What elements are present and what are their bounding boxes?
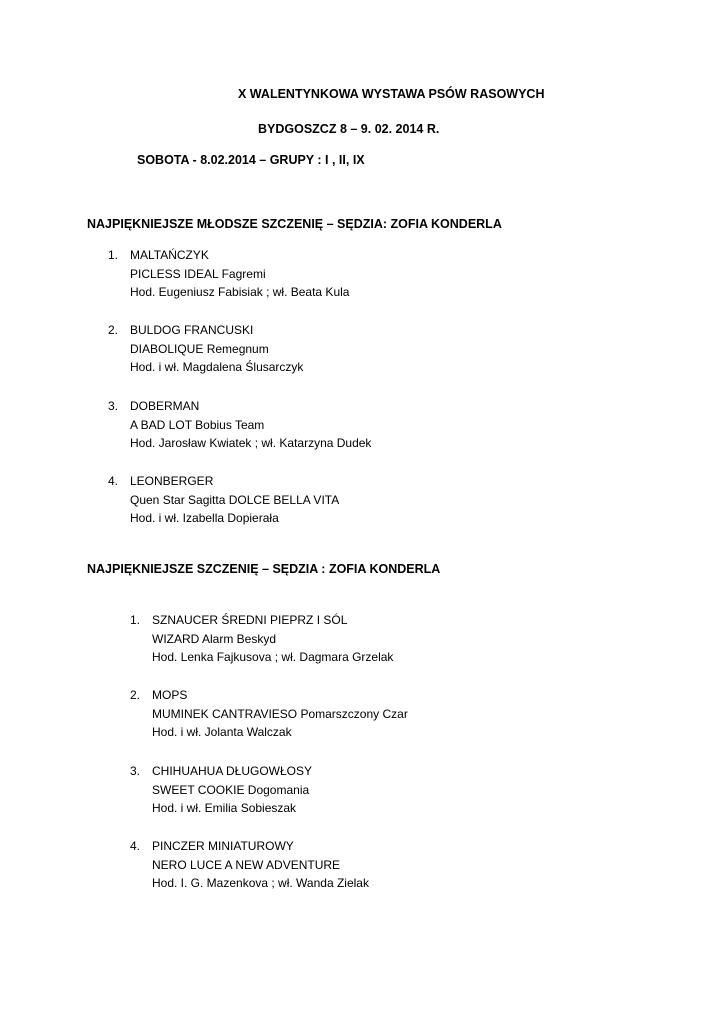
breeder-owner: Hod. Lenka Fajkusova ; wł. Dagmara Grzelak: [152, 650, 394, 664]
dog-name: NERO LUCE A NEW ADVENTURE: [152, 857, 341, 872]
list-item: [108, 397, 372, 453]
breed-name: DOBERMAN: [130, 399, 200, 413]
breeder-owner: Hod. i wł. Emilia Sobieszak: [152, 801, 297, 815]
event-day-groups: SOBOTA - 8.02.2014 – GRUPY : I , II, IX: [137, 153, 365, 167]
list-item: [130, 686, 408, 742]
document-title: X WALENTYNKOWA WYSTAWA PSÓW RASOWYCH: [238, 87, 545, 101]
breed-name: CHIHUAHUA DŁUGOWŁOSY: [152, 764, 313, 778]
list-item-number: 2.: [130, 688, 141, 702]
breeder-owner: Hod. Jarosław Kwiatek ; wł. Katarzyna Dudek: [130, 436, 372, 450]
list-item: [130, 837, 369, 893]
dog-name: PICLESS IDEAL Fagremi: [130, 266, 266, 281]
breed-name: MOPS: [152, 688, 188, 702]
list-item-number: 2.: [108, 323, 119, 337]
dog-name: Quen Star Sagitta DOLCE BELLA VITA: [130, 492, 340, 507]
list-item-number: 1.: [130, 613, 141, 627]
section-heading-puppy: NAJPIĘKNIEJSZE SZCZENIĘ – SĘDZIA : ZOFIA KONDERLA: [87, 562, 441, 576]
breeder-owner: Hod. I. G. Mazenkova ; wł. Wanda Zielak: [152, 876, 369, 890]
event-location-date: BYDGOSZCZ 8 – 9. 02. 2014 R.: [258, 122, 440, 136]
list-item: [130, 762, 313, 818]
list-item: [130, 611, 394, 667]
breed-name: LEONBERGER: [130, 474, 214, 488]
breeder-owner: Hod. i wł. Izabella Dopierała: [130, 511, 279, 525]
dog-name: DIABOLIQUE Remegnum: [130, 341, 269, 356]
list-item-number: 3.: [130, 764, 141, 778]
breed-name: PINCZER MINIATUROWY: [152, 839, 294, 853]
dog-name: A BAD LOT Bobius Team: [130, 417, 265, 432]
list-item: [108, 246, 350, 302]
breed-name: MALTAŃCZYK: [130, 248, 209, 262]
list-item-number: 4.: [130, 839, 141, 853]
list-item-number: 1.: [108, 248, 119, 262]
breed-name: SZNAUCER ŚREDNI PIEPRZ I SÓL: [152, 613, 348, 627]
list-item: [108, 321, 304, 377]
section-heading-younger-puppy: NAJPIĘKNIEJSZE MŁODSZE SZCZENIĘ – SĘDZIA: ZOFIA KONDERLA: [87, 217, 502, 231]
breed-name: BULDOG FRANCUSKI: [130, 323, 254, 337]
dog-name: MUMINEK CANTRAVIESO Pomarszczony Czar: [152, 706, 408, 721]
breeder-owner: Hod. i wł. Magdalena Ślusarczyk: [130, 360, 304, 374]
dog-name: WIZARD Alarm Beskyd: [152, 631, 277, 646]
breeder-owner: Hod. Eugeniusz Fabisiak ; wł. Beata Kula: [130, 285, 350, 299]
list-item-number: 3.: [108, 399, 119, 413]
dog-name: SWEET COOKIE Dogomania: [152, 782, 310, 797]
breeder-owner: Hod. i wł. Jolanta Walczak: [152, 725, 292, 739]
list-item-number: 4.: [108, 474, 119, 488]
list-item: [108, 472, 340, 528]
